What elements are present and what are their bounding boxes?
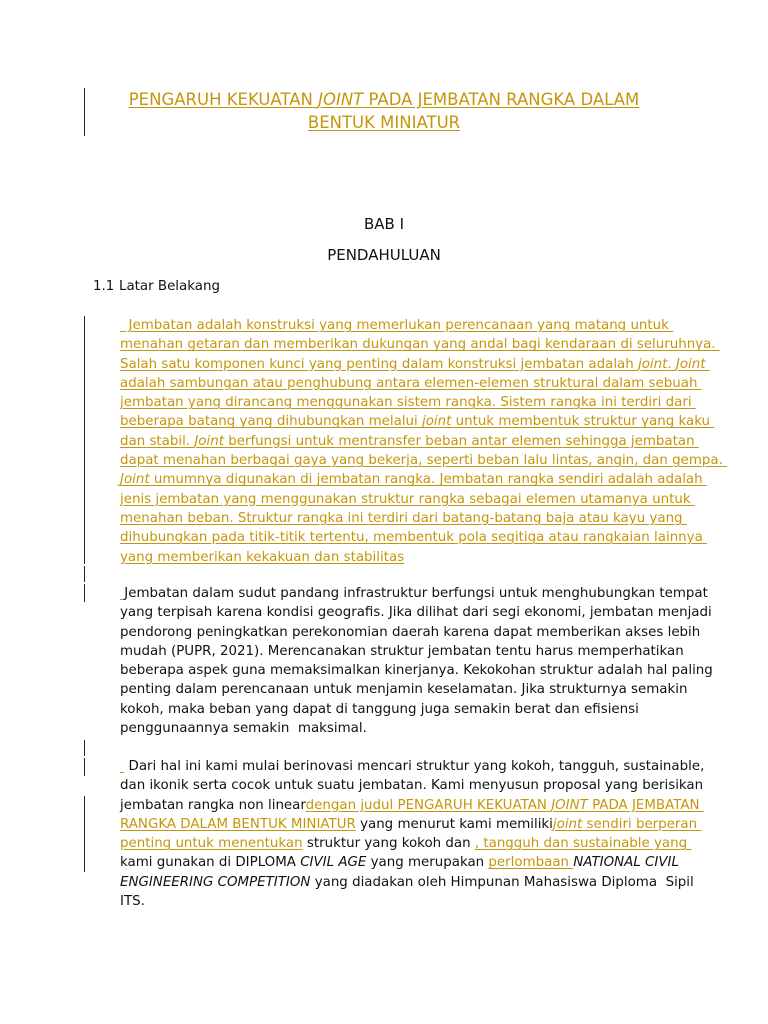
text-run: joint <box>421 414 452 430</box>
text-line <box>120 834 692 853</box>
text-line <box>120 316 676 335</box>
text-run: penting dalam perencanaan untuk menjamin keselamatan. Jika strukturnya semakin <box>120 682 688 698</box>
text-line <box>120 796 704 815</box>
text-run: yang merupakan <box>366 855 489 871</box>
text-line <box>120 584 708 603</box>
text-run: yang menurut kami memiliki <box>355 816 553 832</box>
tracked-insertion-text: JOINT <box>551 797 588 813</box>
text-line <box>120 680 688 699</box>
text-run: CIVIL AGE <box>300 855 367 871</box>
text-run: Joint <box>194 433 224 449</box>
text-line <box>120 642 684 661</box>
text-line <box>120 393 696 412</box>
change-bar <box>84 758 85 776</box>
text-run: adalah sambungan atau penghubung antara elemen-elemen struktural dalam sebuah <box>120 375 702 391</box>
text-run: jembatan yang dirancang menggunakan sistem rangka. Sistem rangka ini terdiri dari <box>120 395 696 411</box>
text-line <box>120 757 705 776</box>
text-run: kokoh, maka beban yang dapat di tanggung juga semakin berat dan efisiensi <box>120 701 639 717</box>
text-run: yang diadakan oleh Himpunan Mahasiswa Diploma Sipil <box>310 874 694 890</box>
text-line <box>120 548 676 567</box>
tracked-insertion-text: dengan judul PENGARUH KEKUATAN <box>305 797 552 813</box>
paragraph-1 <box>120 316 728 567</box>
text-run: struktur yang kokoh dan <box>302 836 475 852</box>
text-run: yang memberikan kekakuan dan stabilitas <box>120 549 405 565</box>
text-run: Jembatan adalah konstruksi yang memerlukan perencanaan yang matang untuk <box>120 318 674 333</box>
text-run: ENGINEERING COMPETITION <box>120 874 311 890</box>
text-run: pendorong peningkatkan perekonomian daerah karena dapat memberikan akses lebih <box>120 624 701 640</box>
text-line <box>120 776 704 795</box>
tracked-insertion-text: RANGKA DALAM BENTUK MINIATUR <box>120 816 356 832</box>
text-run: Dari hal ini kami mulai berinovasi mencari struktur yang kokoh, tangguh, sustainable, <box>124 759 705 774</box>
text-line <box>120 355 706 374</box>
change-bar <box>84 316 85 564</box>
text-run: joint <box>638 356 668 372</box>
tracked-insertion-text: PADA JEMBATAN <box>587 797 704 813</box>
change-bar <box>84 740 85 756</box>
text-run: Salah satu komponen kunci yang penting dalam konstruksi jembatan adalah <box>120 356 638 372</box>
title-line-2: BENTUK MINIATUR <box>307 113 461 132</box>
text-run: menahan getaran dan memberikan dukungan yang andal bagi kendaraan di seluruhnya. <box>120 337 720 353</box>
text-run: jembatan rangka non linear <box>120 797 306 813</box>
text-run: kami gunakan di DIPLOMA <box>120 855 301 871</box>
text-line <box>120 432 699 451</box>
section-heading <box>93 277 220 296</box>
text-run: ITS. <box>120 894 145 910</box>
text-line <box>120 509 687 528</box>
document-title <box>110 88 658 134</box>
text-line <box>120 470 707 489</box>
text-line <box>120 719 676 738</box>
text-line <box>120 335 720 354</box>
text-run: berfungsi untuk mentransfer beban antar elemen sehingga jembatan <box>223 433 699 449</box>
tracked-insertion-text: , tangguh dan sustainable yang <box>474 836 692 852</box>
text-line <box>120 528 708 547</box>
text-line <box>120 853 679 872</box>
text-run: Jembatan dalam sudut pandang infrastruktur berfungsi untuk menghubungkan tempat <box>124 586 708 601</box>
change-bar <box>84 566 85 582</box>
text-run: mudah (PUPR, 2021). Merencanakan struktur jembatan tentu harus memperhatikan <box>120 643 684 659</box>
text-line <box>120 412 715 431</box>
text-run: jenis jembatan yang menggunakan struktur rangka sebagai elemen utamanya untuk <box>120 491 695 507</box>
title-part: PENGARUH KEKUATAN <box>128 90 319 109</box>
tracked-insertion-text: joint <box>552 816 583 832</box>
text-line <box>120 661 713 680</box>
text-line <box>120 603 712 622</box>
paragraph-2 <box>120 584 713 738</box>
tracked-insertion-text: perlombaan <box>488 855 574 871</box>
text-line <box>120 490 695 509</box>
text-run <box>706 357 710 372</box>
chapter-label: BAB I <box>363 215 405 233</box>
text-run: beberapa batang yang dihubungkan melalui <box>120 414 422 430</box>
text-line <box>120 623 701 642</box>
chapter-title: PENDAHULUAN <box>327 246 441 264</box>
text-run: Joint <box>675 356 706 372</box>
text-run: beberapa aspek guna memaksimalkan kinerjanya. Kekokohan struktur adalah hal paling <box>120 663 713 679</box>
text-run: dan ikonik serta cocok untuk suatu jembatan. Kami menyusun proposal yang berisikan <box>120 778 704 794</box>
paragraph-3 <box>120 757 705 911</box>
tracked-insertion-text: penting untuk menentukan <box>120 836 303 852</box>
section-title: Latar Belakang <box>119 279 220 294</box>
change-bar <box>84 796 85 872</box>
change-bar <box>84 88 85 136</box>
text-run: NATIONAL CIVIL <box>573 855 679 871</box>
text-run: Joint <box>120 472 150 488</box>
text-run: untuk membentuk struktur yang kaku <box>451 414 715 430</box>
title-part: PADA JEMBATAN RANGKA DALAM <box>363 90 640 109</box>
tracked-insertion-text: sendiri berperan <box>582 816 702 832</box>
text-line <box>120 873 694 892</box>
text-line <box>120 374 702 393</box>
text-line <box>120 892 676 911</box>
text-line <box>120 815 702 834</box>
text-run: yang terpisah karena kondisi geografis. Jika dilihat dari segi ekonomi, jembatan menjadi <box>120 605 712 621</box>
change-bar <box>84 584 85 602</box>
text-line <box>120 451 728 470</box>
title-italic-joint: JOINT <box>318 90 364 109</box>
text-run: menahan beban. Struktur rangka ini terdiri dari batang-batang baja atau kayu yang <box>120 510 687 526</box>
text-run: umumnya digunakan di jembatan rangka. Jembatan rangka sendiri adalah adalah <box>149 472 707 488</box>
text-run: penggunaannya semakin maksimal. <box>120 721 367 737</box>
text-run: . <box>667 356 676 372</box>
section-number: 1.1 <box>93 279 115 294</box>
text-run: dapat menahan berbagai gaya yang bekerja, seperti beban lalu lintas, angin, dan gempa. <box>120 453 728 469</box>
text-run: dihubungkan pada titik-titik tertentu, membentuk pola segitiga atau rangkaian lainnya <box>120 530 708 546</box>
text-line <box>120 700 676 719</box>
text-run: dan stabil. <box>120 433 195 449</box>
